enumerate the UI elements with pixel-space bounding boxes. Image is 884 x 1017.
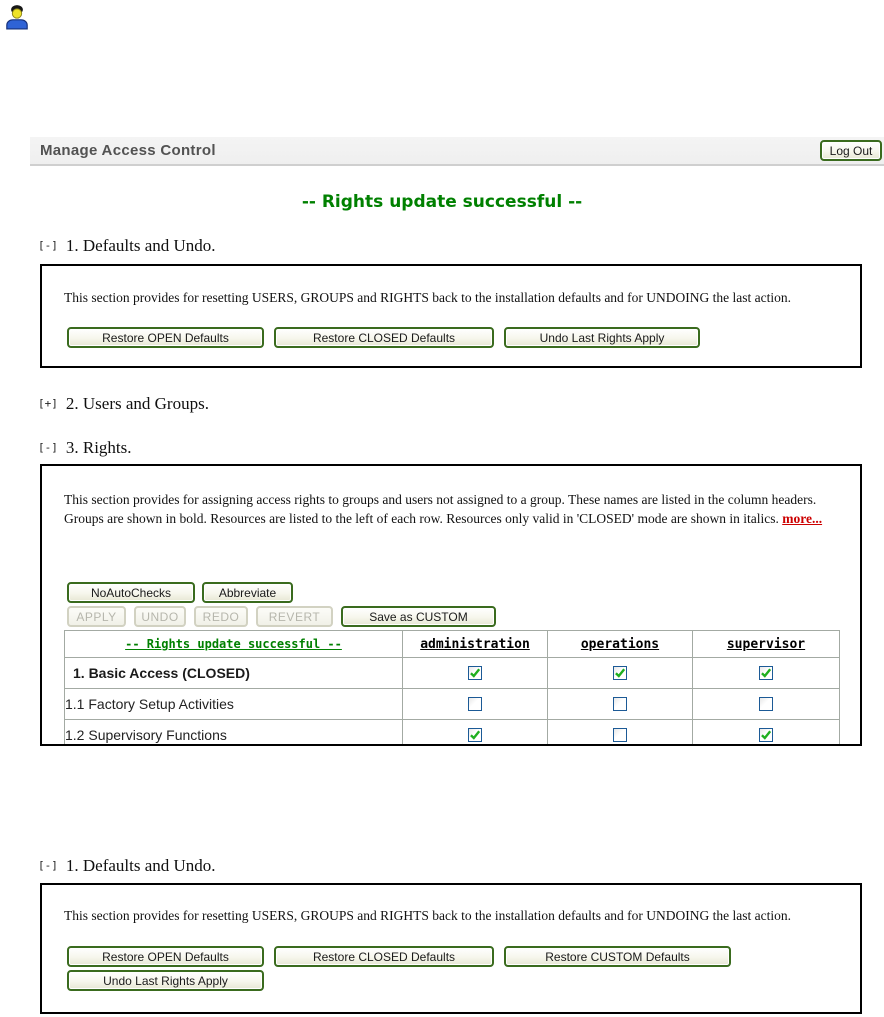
section-heading-defaults-bottom [38, 856, 216, 876]
defaults-top-panel [40, 264, 862, 368]
section-title: 1. Defaults and Undo. [65, 856, 216, 875]
abbreviate-button[interactable]: Abbreviate [202, 582, 293, 603]
table-row [65, 658, 840, 689]
column-header-link-administration[interactable]: administration [420, 637, 530, 652]
section-description: This section provides for assigning access rights to groups and users not assigned to a group. These names are listed in the column headers. Groups are shown in bold. Resources are listed to the left of each row. Resources only valid in 'CLOSED' mode are shown in italics. more... [64, 492, 823, 526]
undo-last-rights-apply-button[interactable]: Undo Last Rights Apply [504, 327, 700, 348]
undo-button: UNDO [134, 606, 186, 627]
unchecked-checkbox-administration[interactable] [468, 697, 482, 711]
defaults-bottom-panel [40, 883, 862, 1014]
revert-button: REVERT [256, 606, 333, 627]
collapse-toggle-icon[interactable]: [-] [38, 441, 58, 454]
page-title: Manage Access Control [40, 142, 216, 159]
checkbox-cell [403, 689, 548, 720]
column-header-link-operations[interactable]: operations [580, 637, 660, 652]
logout-button[interactable]: Log Out [820, 140, 882, 161]
resource-label: 1.2 Supervisory Functions [65, 720, 403, 747]
rights-table-header-row [65, 631, 840, 658]
column-header-cell [403, 631, 548, 658]
checkbox-cell [548, 658, 693, 689]
collapse-toggle-icon[interactable]: [-] [38, 859, 58, 872]
user-icon [4, 4, 30, 30]
checked-checkbox-administration[interactable] [468, 666, 482, 680]
noautochecks-button[interactable]: NoAutoChecks [67, 582, 195, 603]
section-heading-rights [38, 438, 132, 458]
undo-last-rights-apply-button[interactable]: Undo Last Rights Apply [67, 970, 264, 991]
unchecked-checkbox-supervisor[interactable] [759, 697, 773, 711]
section-heading-defaults-top [38, 236, 216, 256]
apply-button: APPLY [67, 606, 126, 627]
section-title: 3. Rights. [65, 438, 132, 457]
section-description: This section provides for resetting USERS, GROUPS and RIGHTS back to the installation defaults and for UNDOING the last action. [64, 290, 792, 305]
table-status-cell: -- Rights update successful -- [65, 631, 403, 658]
resource-label: 1.1 Factory Setup Activities [65, 689, 403, 720]
status-message: -- Rights update successful -- [301, 192, 583, 212]
section-heading-users-groups [38, 394, 209, 414]
checked-checkbox-administration[interactable] [468, 728, 482, 742]
table-row [65, 689, 840, 720]
table-row [65, 720, 840, 747]
collapse-toggle-icon[interactable]: [-] [38, 239, 58, 252]
checked-checkbox-operations[interactable] [613, 666, 627, 680]
rights-panel [40, 464, 862, 746]
defaults-bottom-buttons-row2 [67, 970, 264, 991]
column-header-cell [693, 631, 840, 658]
checked-checkbox-supervisor[interactable] [759, 728, 773, 742]
checkbox-cell [548, 689, 693, 720]
restore-closed-defaults-button[interactable]: Restore CLOSED Defaults [274, 946, 494, 967]
expand-toggle-icon[interactable]: [+] [38, 397, 58, 410]
checkbox-cell [693, 720, 840, 747]
section-title: 1. Defaults and Undo. [65, 236, 216, 255]
checkbox-cell [693, 658, 840, 689]
restore-open-defaults-button[interactable]: Restore OPEN Defaults [67, 946, 264, 967]
section-title: 2. Users and Groups. [65, 394, 209, 413]
checked-checkbox-supervisor[interactable] [759, 666, 773, 680]
unchecked-checkbox-operations[interactable] [613, 728, 627, 742]
defaults-top-buttons [67, 327, 700, 348]
checkbox-cell [548, 720, 693, 747]
restore-closed-defaults-button[interactable]: Restore CLOSED Defaults [274, 327, 494, 348]
page-header-bar [30, 137, 884, 166]
checkbox-cell [403, 720, 548, 747]
redo-button: REDO [194, 606, 248, 627]
save-as-custom-button[interactable]: Save as CUSTOM [341, 606, 496, 627]
defaults-bottom-buttons-row1 [67, 946, 731, 967]
resource-label: 1. Basic Access (CLOSED) [65, 658, 403, 689]
more-link[interactable]: more... [782, 511, 823, 526]
restore-custom-defaults-button[interactable]: Restore CUSTOM Defaults [504, 946, 731, 967]
section-description: This section provides for resetting USERS, GROUPS and RIGHTS back to the installation defaults and for UNDOING the last action. [64, 908, 792, 923]
unchecked-checkbox-operations[interactable] [613, 697, 627, 711]
rights-toolbar-row2 [67, 606, 496, 627]
rights-toolbar-row1 [67, 582, 293, 603]
restore-open-defaults-button[interactable]: Restore OPEN Defaults [67, 327, 264, 348]
checkbox-cell [693, 689, 840, 720]
checkbox-cell [403, 658, 548, 689]
rights-toolbar-disabled-group [67, 606, 333, 627]
column-header-cell [548, 631, 693, 658]
column-header-link-supervisor[interactable]: supervisor [726, 637, 806, 652]
rights-table [64, 630, 840, 746]
